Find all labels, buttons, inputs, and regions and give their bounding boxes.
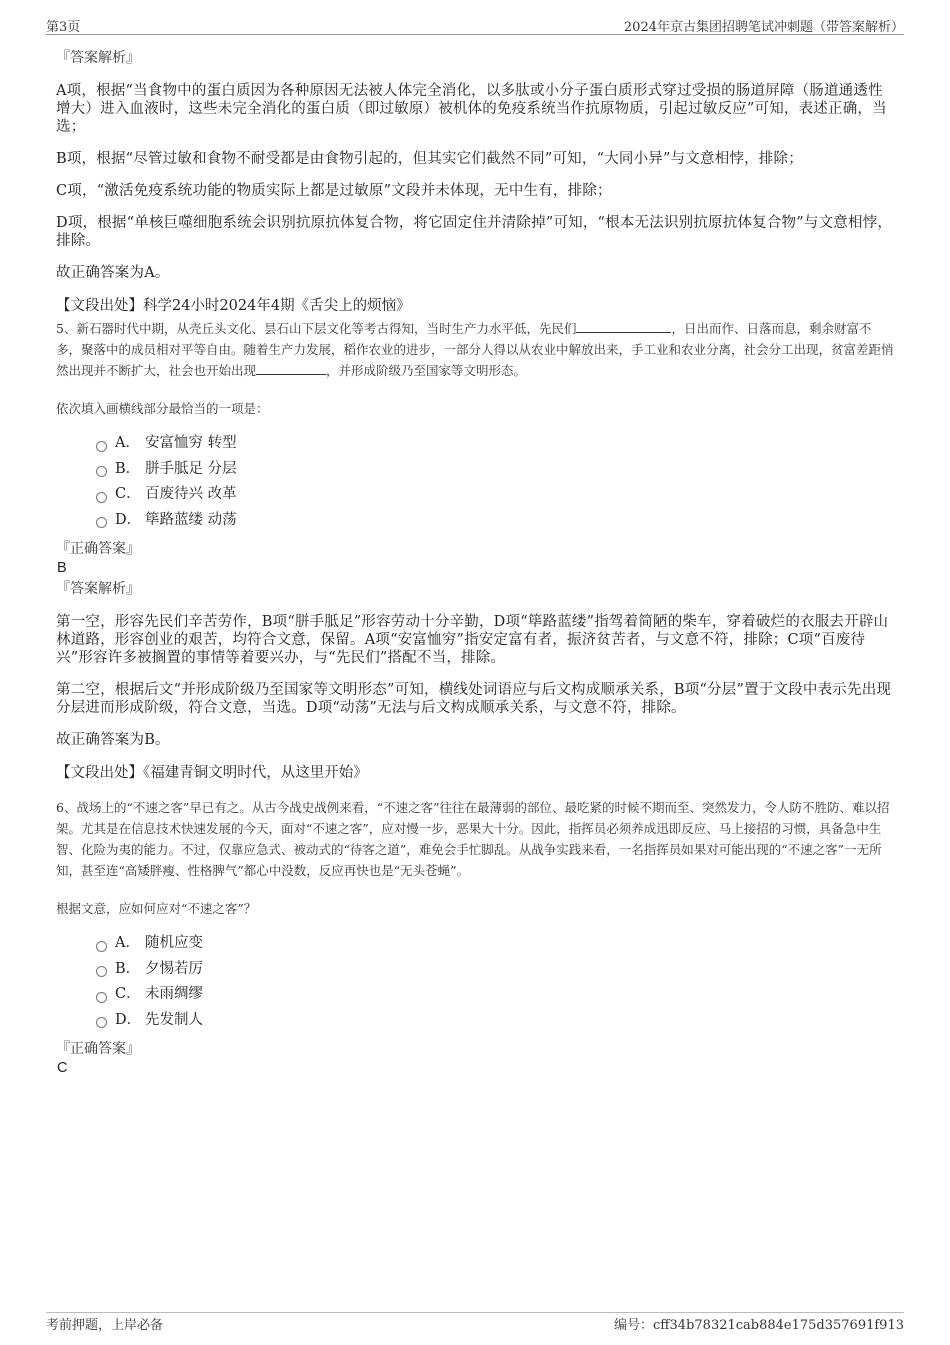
q6-options: [96, 931, 896, 1033]
page-number: 第3页: [46, 20, 81, 35]
q5-analysis-1: 第一空，形容先民们辛苦劳作，B项“胼手胝足”形容劳动十分辛勤，D项“筚路蓝缕”指驾着简陋的柴车，穿着破烂的衣服去开辟山林道路，形容创业的艰苦，均符合文意，保留。A项“安富恤穷”指安定富有者，振济贫苦者，与文意不符，排除；C项“百废待兴”形容许多被搁置的事情等着要兴办，与“先民们”搭配不当，排除。: [56, 614, 889, 666]
radio-icon[interactable]: [96, 492, 107, 503]
q6-lead: 根据文意，应如何应对“不速之客”？: [56, 901, 257, 916]
q4-analysis-d: D项，根据“单核巨噬细胞系统会识别抗原抗体复合物，将它固定住并清除掉”可知，“根本无法识别抗原抗体复合物”与文意相悖，排除。: [56, 215, 893, 249]
q5-stem-part-3: ，并形成阶级乃至国家等文明形态。: [326, 363, 527, 378]
option-letter: D．: [115, 1011, 142, 1028]
q5-option-a[interactable]: [96, 431, 896, 457]
q4-analysis-c: C项，“激活免疫系统功能的物质实际上都是过敏原”文段并未体现，无中生有，排除；: [56, 183, 612, 199]
radio-icon[interactable]: [96, 966, 107, 977]
q5-option-c[interactable]: [96, 482, 896, 508]
q6-stem: 6、战场上的“不速之客”早已有之。从古今战史战例来看，“不速之客”往往在最薄弱的部位、最吃紧的时候不期而至、突然发力，令人防不胜防、难以招架。尤其是在信息技术快速发展的今天，面对“不速之客”，应对慢一步，恶果大十分。因此，指挥员必须养成迅即反应、马上接招的习惯，具备急中生智、化险为夷的能力。不过，仅靠应急式、被动式的“待客之道”，难免会手忙脚乱。从战争实践来看，一名指挥员如果对可能出现的“不速之客”一无所知，甚至连“高矮胖瘦、性格脾气”都心中没数，反应再快也是“无头苍蝇”。: [56, 800, 890, 878]
q5-source: 【文段出处】《福建青铜文明时代，从这里开始》: [56, 765, 368, 781]
q5-stem-part-2: ，日出而作、日落而息，剩余财富不多，聚落中的成员相对平等自由。随着生产力发展，稻作农业的进步，一部分人得以从农业中解放出来，手工业和农业分离，社会分工出现，贫富差距悄然出现并不断扩大，社会也开始出现: [56, 321, 894, 378]
footer-serial: 编号：cff34b78321cab884e175d357691f913: [614, 1318, 904, 1333]
page-header: [46, 14, 904, 35]
q5-analysis-2: 第二空，根据后文“并形成阶级乃至国家等文明形态”可知，横线处词语应与后文构成顺承关系，B项“分层”置于文段中表示先出现分层进而形成阶级，符合文意，当选。D项“动荡”无法与后文构成顺承关系，与文意不符，排除。: [56, 682, 892, 716]
radio-icon[interactable]: [96, 466, 107, 477]
q5-stem: [56, 318, 896, 381]
q5-answer: B: [57, 560, 67, 576]
q5-option-b[interactable]: [96, 457, 896, 483]
q6-option-b[interactable]: [96, 957, 896, 983]
q5-lead: 依次填入画横线部分最恰当的一项是：: [56, 401, 269, 416]
option-text: 未雨绸缪: [145, 986, 203, 1002]
q4-conclusion: 故正确答案为A。: [56, 265, 170, 281]
q6-option-a[interactable]: [96, 931, 896, 957]
q5-answer-label: 『正确答案』: [56, 541, 140, 557]
q5-blank-2: [256, 362, 326, 375]
page-content: [56, 48, 896, 1077]
radio-icon[interactable]: [96, 517, 107, 528]
q6-option-c[interactable]: [96, 982, 896, 1008]
option-text: 先发制人: [145, 1011, 203, 1028]
q6-answer: C: [57, 1060, 68, 1076]
footer-slogan: 考前押题，上岸必备: [46, 1318, 164, 1333]
option-text: 筚路蓝缕 动荡: [145, 511, 237, 528]
radio-icon[interactable]: [96, 992, 107, 1003]
q5-analysis-label: 『答案解析』: [56, 581, 140, 597]
q5-conclusion: 故正确答案为B。: [56, 732, 170, 748]
option-letter: D．: [115, 511, 142, 528]
option-text: 百废待兴 改革: [145, 486, 237, 502]
q4-analysis-b: B项，根据“尽管过敏和食物不耐受都是由食物引起的，但其实它们截然不同”可知，“大同小异”与文意相悖，排除；: [56, 151, 803, 167]
document-title: 2024年京古集团招聘笔试冲刺题（带答案解析）: [623, 20, 904, 35]
option-letter: B．: [115, 960, 141, 977]
q4-analysis-label: 『答案解析』: [56, 50, 140, 66]
radio-icon[interactable]: [96, 441, 107, 452]
q6-option-d[interactable]: [96, 1008, 896, 1034]
option-letter: A．: [115, 935, 140, 951]
option-text: 胼手胝足 分层: [145, 460, 237, 477]
q4-analysis-a: A项，根据“当食物中的蛋白质因为各种原因无法被人体完全消化，以多肽或小分子蛋白质形式穿过受损的肠道屏障（肠道通透性增大）进入血液时，这些未完全消化的蛋白质（即过敏原）被机体的免疫系统当作抗原物质，引起过敏反应”可知，表述正确，当选；: [56, 83, 887, 135]
q5-stem-part-1: 5、新石器时代中期，从壳丘头文化、昙石山下层文化等考古得知，当时生产力水平低，先民们: [56, 321, 577, 336]
option-letter: A．: [115, 435, 140, 451]
option-text: 夕惕若厉: [145, 960, 203, 977]
option-text: 随机应变: [145, 935, 203, 951]
option-letter: C．: [115, 986, 141, 1002]
footer-divider: [46, 1312, 904, 1313]
radio-icon[interactable]: [96, 1017, 107, 1028]
q4-source: 【文段出处】科学24小时2024年4期《舌尖上的烦恼》: [56, 298, 411, 314]
q5-options: [96, 431, 896, 533]
radio-icon[interactable]: [96, 941, 107, 952]
q6-answer-label: 『正确答案』: [56, 1041, 140, 1057]
q5-option-d[interactable]: [96, 508, 896, 534]
q5-blank-1: [576, 320, 671, 333]
option-letter: C．: [115, 486, 141, 502]
option-text: 安富恤穷 转型: [145, 435, 237, 451]
option-letter: B．: [115, 460, 141, 477]
